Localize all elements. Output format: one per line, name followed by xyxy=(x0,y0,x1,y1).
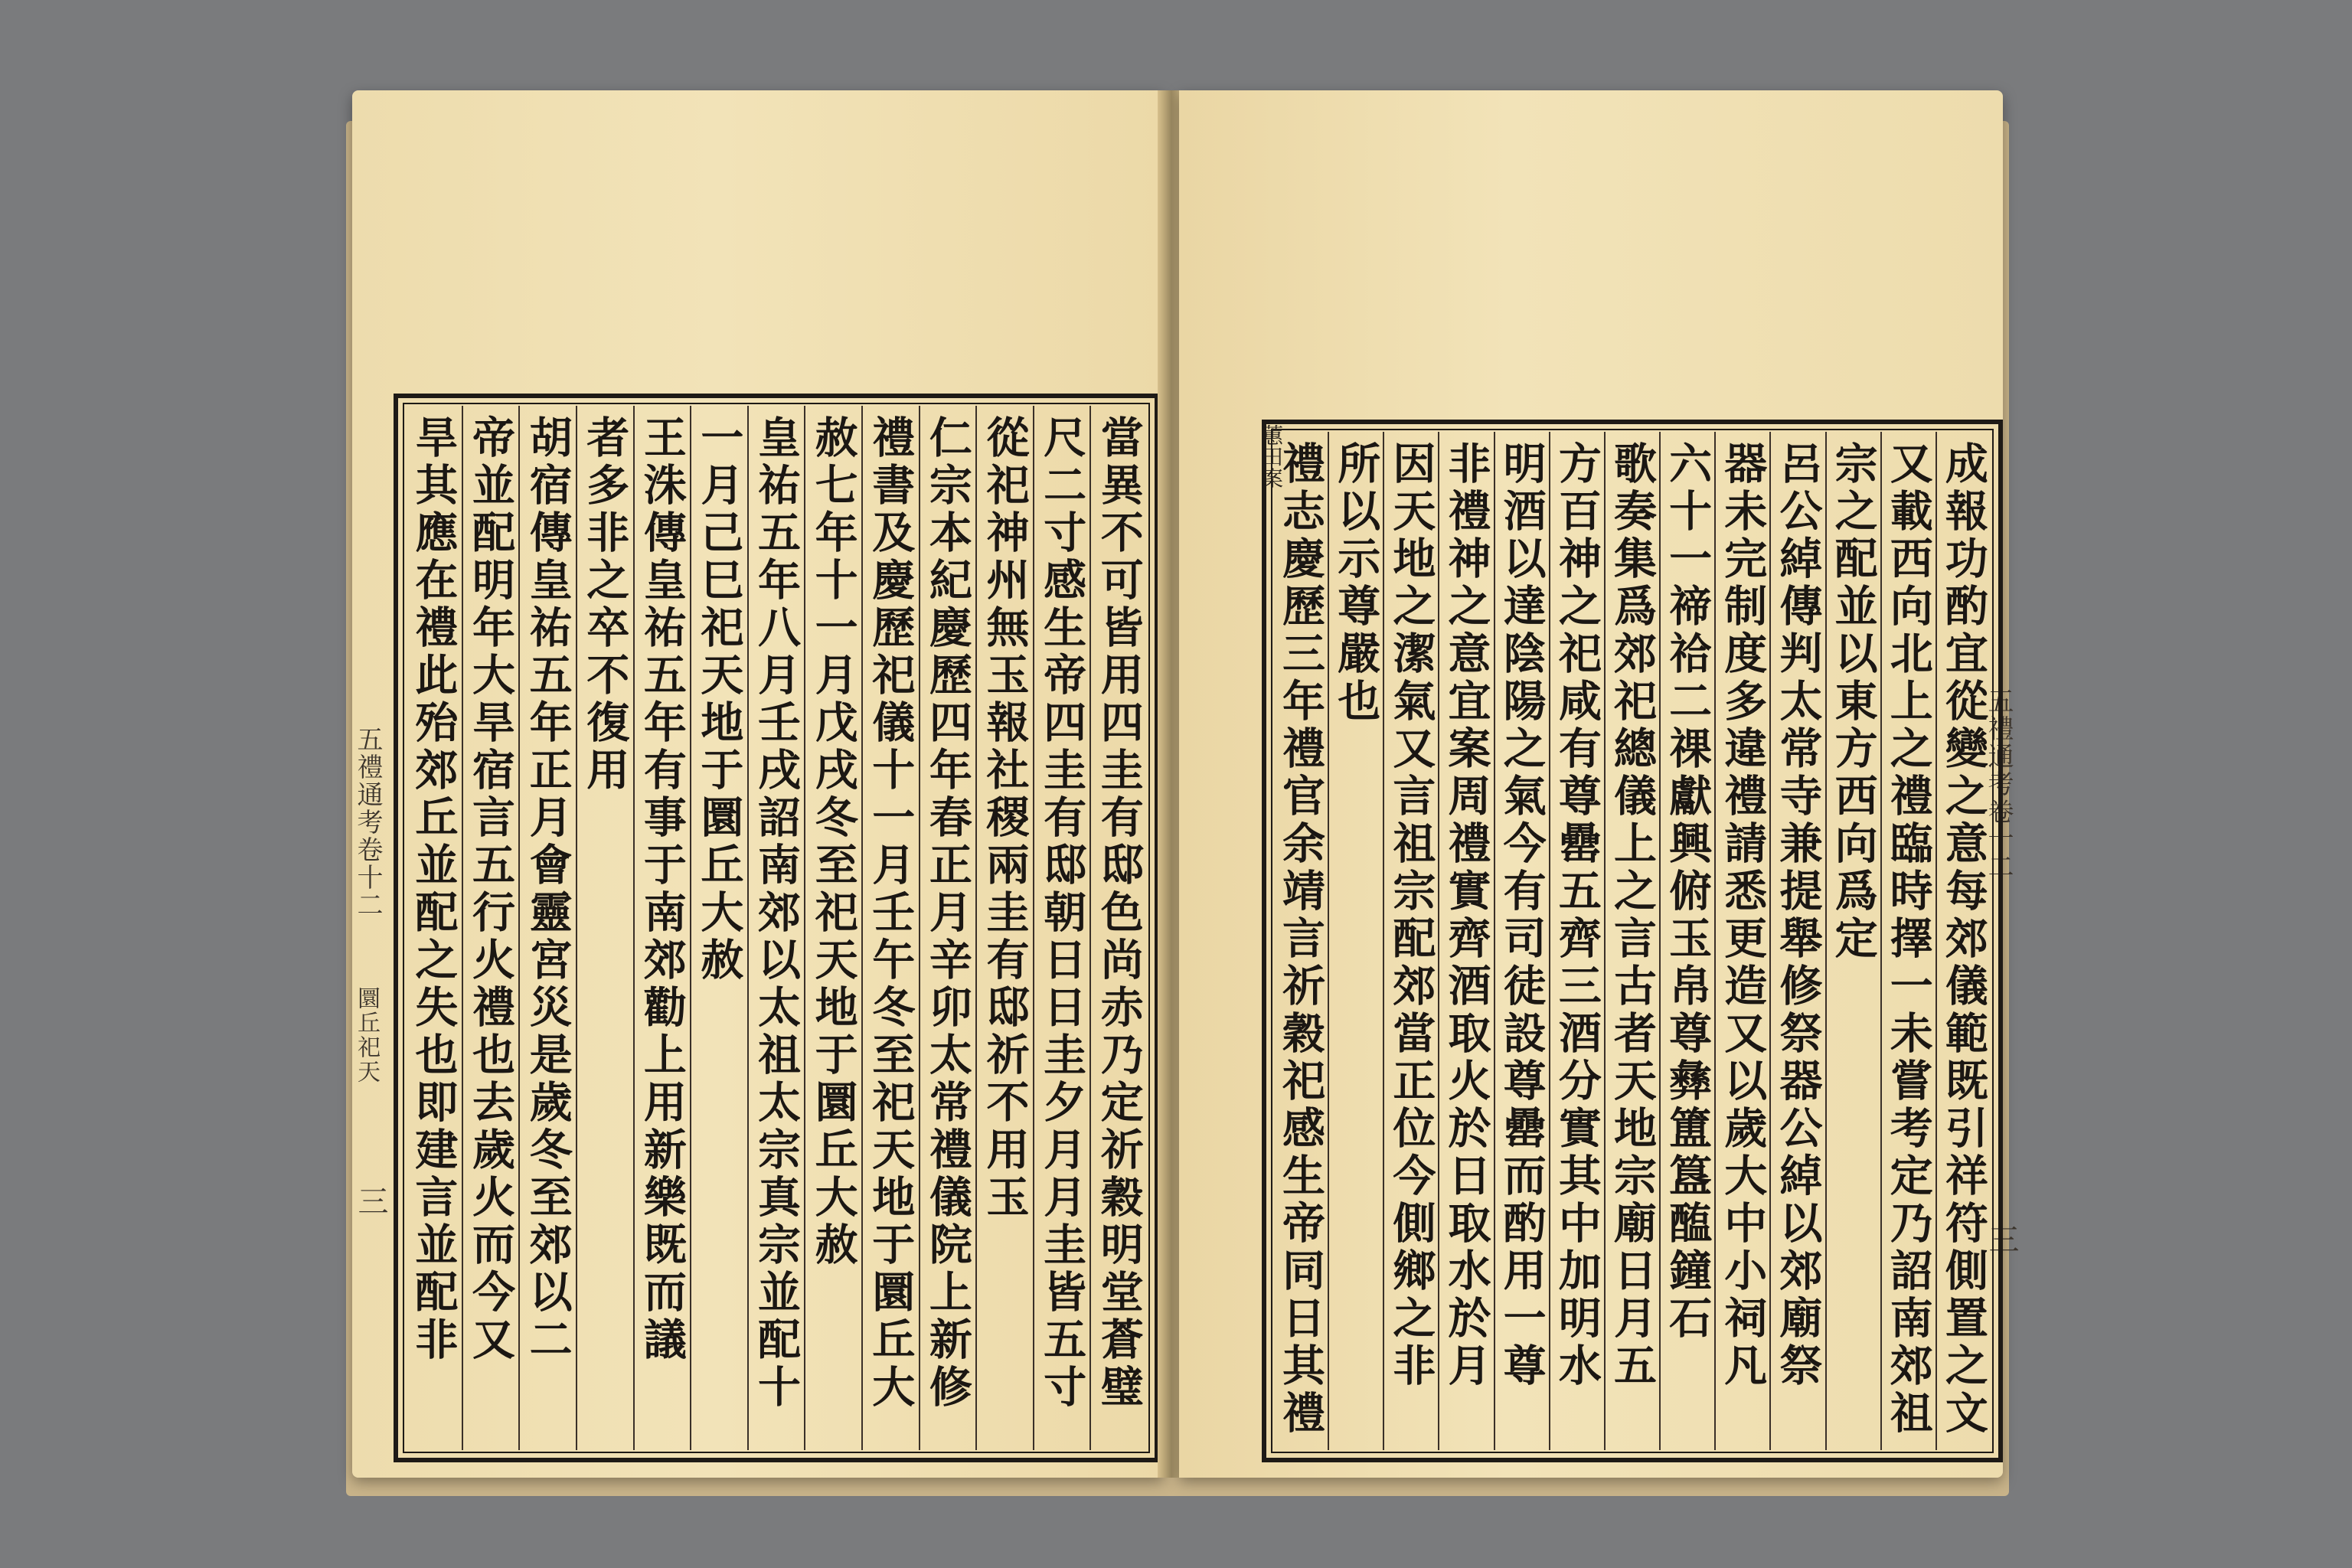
column-text: 仁宗本紀慶歷四年春正月辛卯太常禮儀院上新修 xyxy=(922,415,973,1412)
column-text: 呂公綽傳判太常寺兼提舉修祭器公綽以郊廟祭 xyxy=(1772,441,1824,1390)
column-text: 者多非之卒不復用 xyxy=(580,415,631,795)
left-text-frame xyxy=(394,394,1159,1462)
text-column xyxy=(1033,406,1090,1450)
text-column xyxy=(1494,432,1549,1450)
text-column xyxy=(1438,432,1493,1450)
column-text: 成報功酌宜從變之意每郊儀範既引祥符側置之文 xyxy=(1938,441,1989,1438)
right-text-frame xyxy=(1262,420,2003,1462)
column-text: 禮書及慶歷祀儀十一月壬午冬至祀天地于圜丘大 xyxy=(865,415,916,1412)
column-text: 歌奏集爲郊祀總儀上之言古者天地宗廟日月五 xyxy=(1606,441,1658,1390)
text-column xyxy=(1383,432,1438,1450)
column-text: 因天地之潔氣又言祖宗配郊當正位今側鄉之非 xyxy=(1386,441,1437,1390)
text-column xyxy=(633,406,691,1450)
column-text: 從祀神州無玉報社稷兩圭有邸祈不用玉 xyxy=(979,415,1031,1222)
text-column xyxy=(1328,432,1383,1450)
column-text: 又載西向北上之禮臨時擇一未嘗考定乃詔南郊祖 xyxy=(1883,441,1934,1438)
right-page xyxy=(1179,90,2019,1478)
text-column xyxy=(1714,432,1769,1450)
column-text: 旱其應在禮此殆郊丘並配之失也即建言並配非 xyxy=(408,415,459,1364)
left-margin-section: 圜丘祀天 xyxy=(353,986,380,1084)
column-text: 赦七年十一月戊戌冬至祀天地于圜丘大赦 xyxy=(808,415,859,1269)
right-margin-title: 五禮通考卷十二 xyxy=(1983,688,2014,880)
column-text: 皇祐五年八月壬戌詔南郊以太祖太宗真宗並配十 xyxy=(751,415,802,1412)
column-text: 王洙傳皇祐五年有事于南郊勸上用新樂既而議 xyxy=(636,415,688,1364)
text-column xyxy=(747,406,805,1450)
column-text: 明酒以達陰陽之氣今有司徒設尊罍而酌用一尊 xyxy=(1496,441,1547,1390)
text-column xyxy=(1659,432,1714,1450)
text-column xyxy=(1274,432,1328,1450)
text-column xyxy=(1936,432,1991,1450)
text-column xyxy=(406,406,462,1450)
text-column xyxy=(1825,432,1880,1450)
column-text: 尺二寸感生帝四圭有邸朝日日圭夕月月圭皆五寸 xyxy=(1037,415,1088,1412)
left-page xyxy=(352,90,1164,1478)
open-book xyxy=(352,90,2019,1496)
text-column xyxy=(576,406,633,1450)
text-column xyxy=(804,406,861,1450)
text-column xyxy=(975,406,1033,1450)
text-column xyxy=(861,406,919,1450)
text-column xyxy=(1769,432,1824,1450)
left-text-columns xyxy=(406,406,1147,1450)
column-text: 禮志慶歷三年禮官余靖言祈穀祀感生帝同日其禮 xyxy=(1276,441,1327,1438)
column-text: 所以示尊嚴也 xyxy=(1331,441,1382,726)
left-margin-title: 五禮通考卷十二 xyxy=(352,726,383,919)
column-text: 宗之配並以東方西向爲定 xyxy=(1828,441,1879,963)
text-column xyxy=(1604,432,1659,1450)
column-text: 方百神之祀咸有尊罍五齊三酒分實其中加明水 xyxy=(1551,441,1602,1390)
text-column xyxy=(690,406,747,1450)
column-text: 器未完制度多違禮請悉更造又以歲大中小祠凡 xyxy=(1717,441,1769,1390)
right-page-number: 三 xyxy=(1984,1223,2019,1256)
column-text: 非禮神之意宜案周禮實齊酒取火於日取水於月 xyxy=(1441,441,1492,1390)
text-column xyxy=(1549,432,1604,1450)
text-column xyxy=(1089,406,1147,1450)
right-text-columns xyxy=(1274,432,1991,1450)
column-text: 當異不可皆用四圭有邸色尚赤乃定祈穀明堂蒼璧 xyxy=(1093,415,1145,1412)
column-text: 胡宿傳皇祐五年正月會靈宮災是歲冬至郊以二 xyxy=(522,415,573,1364)
column-text: 一月己巳祀天地于圜丘大赦 xyxy=(694,415,745,985)
column-text: 六十一禘祫二祼獻興俯玉帛尊彝簠簋醢鐘石 xyxy=(1662,441,1713,1343)
text-column xyxy=(462,406,519,1450)
text-column xyxy=(919,406,976,1450)
left-page-number: 三 xyxy=(353,1185,388,1217)
text-column xyxy=(1880,432,1936,1450)
column-text: 帝並配明年大旱宿言五行火禮也去歲火而今又 xyxy=(465,415,516,1364)
right-corner-mark: 蕙田案 xyxy=(1259,424,1284,488)
text-column xyxy=(518,406,576,1450)
